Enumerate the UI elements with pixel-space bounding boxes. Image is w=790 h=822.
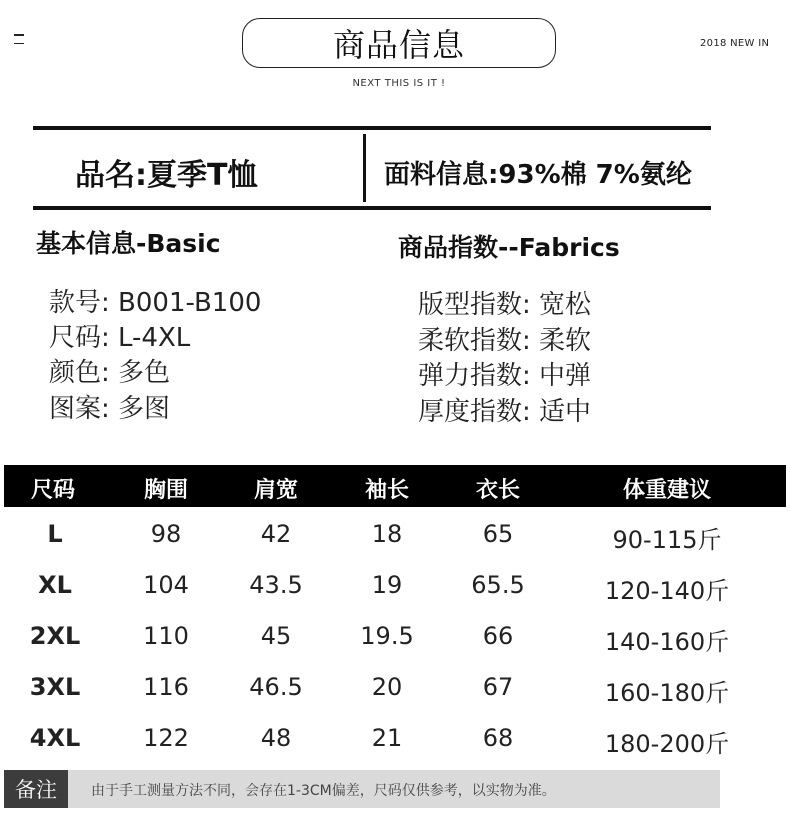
table-cell: 104 [143, 571, 189, 599]
table-cell: 66 [482, 622, 514, 650]
menu-icon[interactable] [14, 34, 26, 48]
band-divider [363, 134, 366, 202]
column-header-chest: 胸围 [143, 478, 189, 503]
table-cell: 140-160斤 [604, 628, 730, 656]
basic-info-line: 款号: B001-B100 [49, 288, 262, 318]
band-top-rule [33, 126, 711, 130]
table-cell: 21 [371, 724, 403, 752]
table-cell: 48 [260, 724, 292, 752]
fabric-index-line: 柔软指数: 柔软 [418, 326, 592, 356]
product-name: 品名:夏季T恤 [75, 158, 258, 193]
table-cell: 19.5 [360, 622, 414, 650]
table-cell: XL [38, 571, 72, 599]
table-cell: 45 [260, 622, 292, 650]
table-row [4, 622, 786, 656]
table-cell: 122 [143, 724, 189, 752]
corner-tag: 2018 NEW IN [700, 38, 770, 49]
table-row [4, 520, 786, 554]
column-header-weight: 体重建议 [622, 478, 712, 503]
table-cell: 116 [143, 673, 189, 701]
basic-info-line: 颜色: 多色 [49, 358, 171, 388]
table-cell: 42 [260, 520, 292, 548]
table-row [4, 673, 786, 707]
basic-info-line: 尺码: L-4XL [49, 323, 191, 353]
table-cell: 20 [371, 673, 403, 701]
table-row [4, 724, 786, 758]
table-cell: 98 [150, 520, 182, 548]
table-cell: 120-140斤 [604, 577, 730, 605]
fabric-info: 面料信息:93%棉 7%氨纶 [384, 160, 692, 190]
basic-info-line: 图案: 多图 [49, 394, 171, 424]
band-bottom-rule [33, 206, 711, 210]
table-cell: 4XL [29, 724, 81, 752]
size-table-header [4, 465, 786, 507]
table-cell: 19 [371, 571, 403, 599]
table-cell: 65 [482, 520, 514, 548]
table-cell: 65.5 [471, 571, 525, 599]
fabric-index-heading: 商品指数--Fabrics [398, 233, 620, 262]
fabric-index-line: 弹力指数: 中弹 [418, 361, 592, 391]
table-cell: 110 [143, 622, 189, 650]
note-bar [4, 770, 720, 808]
table-cell: 67 [482, 673, 514, 701]
table-cell: 68 [482, 724, 514, 752]
table-cell: 18 [371, 520, 403, 548]
table-cell: 43.5 [249, 571, 303, 599]
page-subtitle: NEXT THIS IS IT ! [352, 78, 446, 89]
fabric-index-line: 厚度指数: 适中 [418, 397, 592, 427]
column-header-shoulder: 肩宽 [253, 478, 299, 503]
basic-info-heading: 基本信息-Basic [36, 229, 221, 258]
table-row [4, 571, 786, 605]
note-text: 由于手工测量方法不同，会存在1-3CM偏差，尺码仅供参考，以实物为准。 [91, 783, 556, 799]
column-header-sleeve: 袖长 [364, 478, 410, 503]
table-cell: 160-180斤 [604, 679, 730, 707]
page-title: 商品信息 [242, 18, 556, 68]
fabric-index-line: 版型指数: 宽松 [418, 290, 592, 320]
table-cell: 3XL [29, 673, 81, 701]
column-header-length: 衣长 [475, 478, 521, 503]
table-cell: 180-200斤 [604, 730, 730, 758]
table-cell: 46.5 [249, 673, 303, 701]
table-cell: 2XL [29, 622, 81, 650]
note-label: 备注 [4, 770, 68, 808]
table-cell: L [47, 520, 63, 548]
column-header-size: 尺码 [30, 478, 76, 503]
table-cell: 90-115斤 [612, 526, 722, 554]
